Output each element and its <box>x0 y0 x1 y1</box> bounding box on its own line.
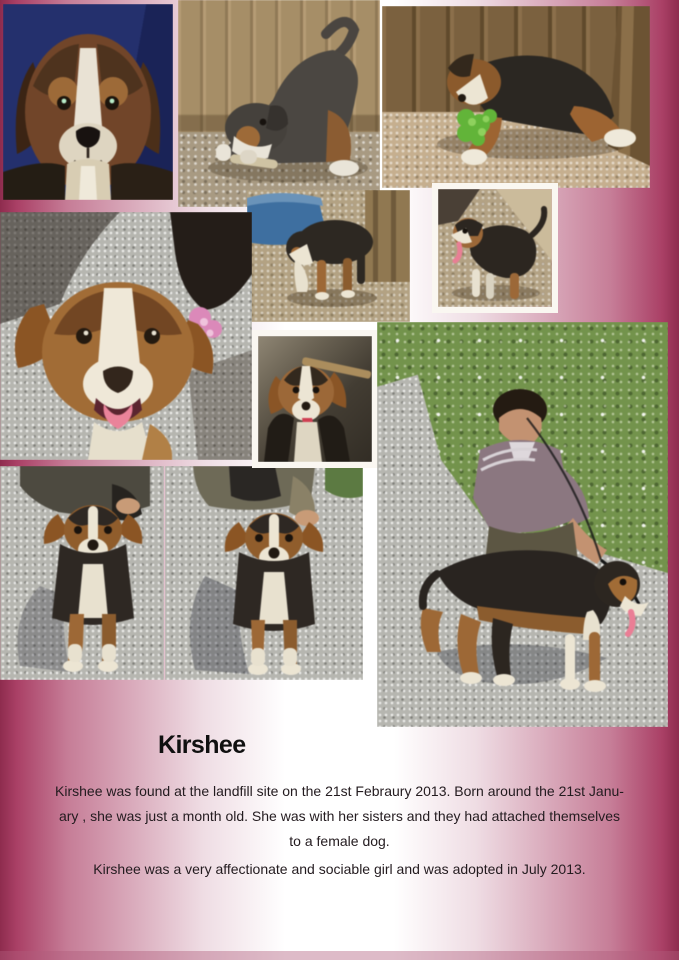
page-title: Kirshee <box>158 731 246 759</box>
story-line: ary , she was just a month old. She was with her sisters and they had attached themselves <box>58 808 621 824</box>
story-line: to a female dog. <box>289 833 390 849</box>
story-paragraph-2 <box>20 857 659 882</box>
standing-dog-left-drawing <box>0 466 164 680</box>
story-paragraph-1 <box>20 779 659 854</box>
photo-dog-standing-right <box>165 466 363 680</box>
puppy-face-drawing <box>3 4 173 200</box>
photo-dog-profile-framed <box>432 183 558 313</box>
story-line: Kirshee was a very affectionate and sociable girl and was adopted in July 2013. <box>93 861 586 877</box>
dog-face-drawing <box>0 212 252 460</box>
photo-puppy-play-bow <box>178 0 380 207</box>
photo-dog-standing-dirt <box>247 190 410 322</box>
story-line: Kirshee was found at the landfill site on the 21st Febraury 2013. Born around the 21st Janu- <box>55 783 624 799</box>
photo-puppy-portrait <box>3 4 173 200</box>
bottom-edge-shade <box>0 951 679 960</box>
standing-dog-right-drawing <box>165 466 363 680</box>
photo-man-with-dog <box>377 322 668 727</box>
man-and-dog-drawing <box>377 322 668 727</box>
photo-dog-face-closeup <box>0 212 252 460</box>
standing-dog-dirt-drawing <box>247 190 410 322</box>
lying-dog-drawing <box>382 6 650 188</box>
play-bow-dog-drawing <box>178 0 380 207</box>
photo-puppy-framed <box>252 330 378 468</box>
photo-dog-standing-left <box>0 466 164 680</box>
profile-dog-drawing <box>438 189 552 307</box>
photo-dog-green-toy <box>382 6 650 188</box>
framed-puppy-drawing <box>258 336 372 462</box>
